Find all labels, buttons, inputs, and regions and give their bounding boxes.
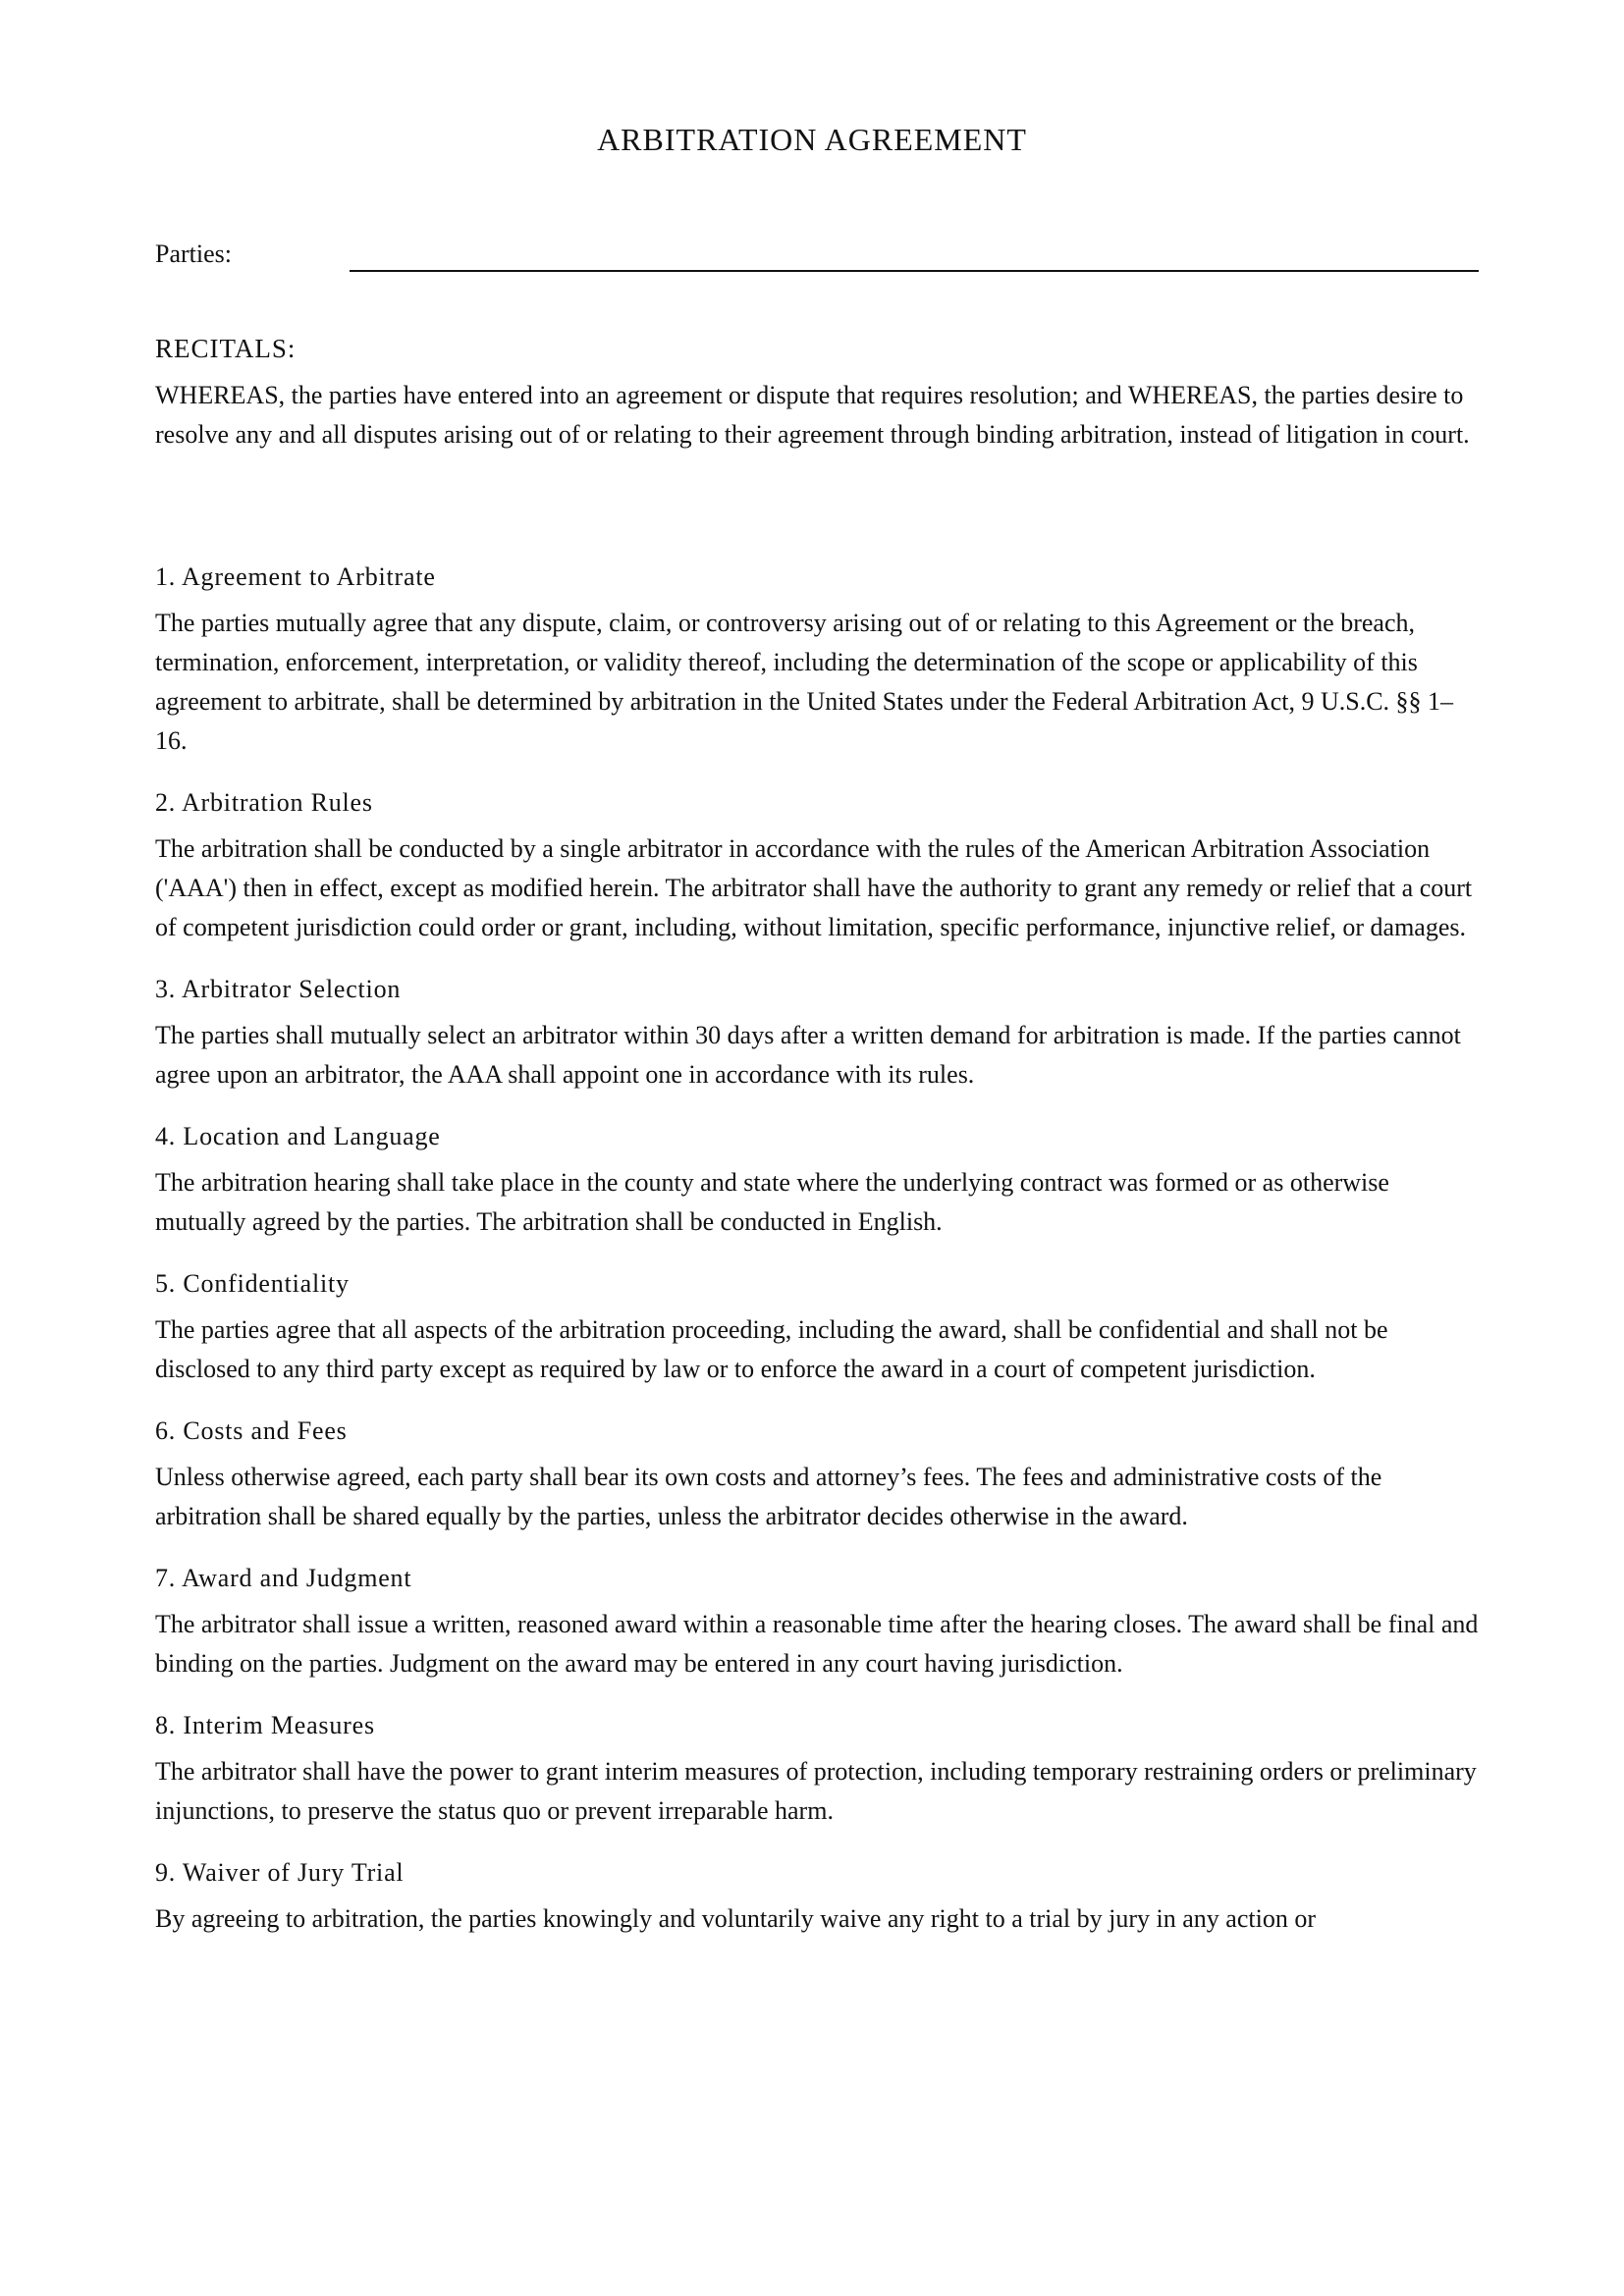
parties-label: Parties: [155,240,232,268]
section-costs-and-fees [155,1413,1483,1536]
recitals-heading: RECITALS: [155,334,297,363]
section-heading: 1. Agreement to Arbitrate [155,562,436,591]
section-arbitrator-selection [155,971,1483,1095]
section-location-and-language [155,1118,1483,1242]
section-text: The arbitrator shall issue a written, reasoned award within a reasonable time after the hearing closes. The award shall be final and binding on the parties. Judgment on the award may be entered in any court having jurisdiction. [155,1610,1479,1678]
section-agreement-to-arbitrate [155,559,1483,761]
section-heading: 9. Waiver of Jury Trial [155,1858,405,1887]
section-interim-measures [155,1707,1483,1831]
section-heading: 2. Arbitration Rules [155,788,373,817]
section-heading: 8. Interim Measures [155,1711,375,1739]
section-heading: 5. Confidentiality [155,1269,350,1298]
section-heading: 3. Arbitrator Selection [155,975,402,1003]
section-text: The arbitration hearing shall take place in the county and state where the underlying contract was formed or as otherwise mutually agreed by the parties. The arbitration shall be conducted in English. [155,1168,1389,1236]
section-heading: 4. Location and Language [155,1122,441,1150]
section-text: By agreeing to arbitration, the parties knowingly and voluntarily waive any right to a trial by jury in any action or [155,1904,1316,1933]
section-award-and-judgment [155,1560,1483,1683]
section-text: The parties mutually agree that any dispute, claim, or controversy arising out of or relating to this Agreement or the breach, termination, enforcement, interpretation, or validity thereof, including the determination of the scope or applicability of this agreement to arbitrate, shall be determined by arbitration in the United States under the Federal Arbitration Act, 9 U.S.C. §§ 1–16. [155,609,1454,755]
recitals-section [155,330,1483,454]
parties-signature-line [350,270,1479,272]
section-waiver-of-jury-trial [155,1854,1483,1939]
recitals-text: WHEREAS, the parties have entered into an agreement or dispute that requires resolution; and WHEREAS, the parties desire to resolve any and all disputes arising out of or relating to their agreement through binding arbitration, instead of litigation in court. [155,381,1470,449]
section-text: The arbitrator shall have the power to grant interim measures of protection, including temporary restraining orders or preliminary injunctions, to preserve the status quo or prevent irreparable harm. [155,1757,1477,1825]
document-title: ARBITRATION AGREEMENT [597,122,1027,157]
document-body [155,330,1483,1962]
section-confidentiality [155,1265,1483,1389]
parties-row [155,240,1481,275]
section-text: The parties shall mutually select an arbitrator within 30 days after a written demand for arbitration is made. If the parties cannot agree upon an arbitrator, the AAA shall appoint one in accordance with its rules. [155,1021,1461,1089]
section-text: The arbitration shall be conducted by a single arbitrator in accordance with the rules of the American Arbitration Association ('AAA') then in effect, except as modified herein. The arbitrator shall have the authority to grant any remedy or relief that a court of competent jurisdiction could order or grant, including, without limitation, specific performance, injunctive relief, or damages. [155,834,1473,941]
section-heading: 7. Award and Judgment [155,1564,412,1592]
section-text: Unless otherwise agreed, each party shall bear its own costs and attorney’s fees. The fees and administrative costs of the arbitration shall be shared equally by the parties, unless the arbitrator decides otherwise in the award. [155,1463,1382,1530]
section-arbitration-rules [155,784,1483,947]
section-heading: 6. Costs and Fees [155,1416,348,1445]
section-text: The parties agree that all aspects of the arbitration proceeding, including the award, shall be confidential and shall not be disclosed to any third party except as required by law or to enforce the award in a court of competent jurisdiction. [155,1315,1388,1383]
